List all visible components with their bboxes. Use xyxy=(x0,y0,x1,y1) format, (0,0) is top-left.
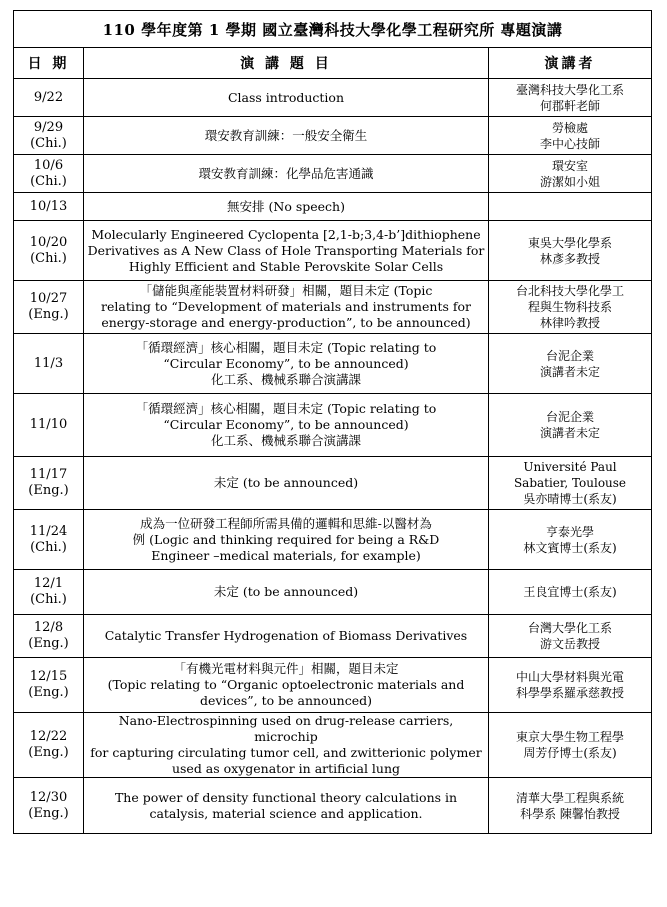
speaker-line: 程與生物科技系 xyxy=(527,300,612,314)
speaker-line: 台泥企業 xyxy=(545,410,594,424)
speaker-line: 中山大學材料與光電 xyxy=(515,670,624,684)
topic-line: Engineer –medical materials, for example) xyxy=(151,547,421,563)
speaker-cell xyxy=(489,615,652,658)
date-line: 11/10 xyxy=(29,417,68,432)
table-row xyxy=(14,334,652,394)
topic-cell xyxy=(84,778,489,834)
date-line: (Chi.) xyxy=(30,250,67,266)
speaker-line: 臺灣科技大學化工系 xyxy=(515,82,624,97)
topic-cell xyxy=(84,117,489,155)
speaker-line: 林彥多教授 xyxy=(539,251,600,266)
topic-line: energy-storage and energy-production”, to be announced) xyxy=(101,315,471,330)
topic-line: (Topic relating to “Organic optoelectronic materials and xyxy=(107,677,465,692)
date-line: (Eng.) xyxy=(28,745,69,760)
topic-line: 例 (Logic and thinking required for being a R&D xyxy=(132,531,440,547)
speaker-cell xyxy=(489,570,652,615)
header-topic: 演 講 題 目 xyxy=(84,48,489,79)
speaker-cell xyxy=(489,713,652,778)
date-line: 9/22 xyxy=(33,89,64,105)
speaker-line: 台泥企業 xyxy=(545,348,594,363)
speaker-line: 東京大學生物工程學 xyxy=(515,730,624,744)
speaker-cell xyxy=(489,281,652,334)
topic-line: 「有機光電材料與元件」相關，題目未定 xyxy=(173,661,399,676)
topic-cell xyxy=(84,334,489,394)
date-line: 12/8 xyxy=(33,620,64,635)
speaker-line: Université Paul xyxy=(523,460,617,474)
table-row xyxy=(14,155,652,193)
date-cell xyxy=(14,510,84,570)
date-line: (Chi.) xyxy=(30,592,67,607)
table-row xyxy=(14,570,652,615)
speaker-line: Sabatier, Toulouse xyxy=(513,476,627,490)
topic-line: 無安排 (No speech) xyxy=(227,198,345,214)
speaker-line: 游文岳教授 xyxy=(539,637,600,651)
speaker-line: 台北科技大學化學工 xyxy=(515,284,624,298)
topic-line: “Circular Economy”, to be announced) xyxy=(163,417,409,432)
schedule-title: 110 學年度第 1 學期 國立臺灣科技大學化學工程研究所 專題演講 xyxy=(14,11,652,48)
speaker-line: 科學系 陳馨怡教授 xyxy=(520,806,620,821)
table-row xyxy=(14,117,652,155)
topic-cell xyxy=(84,713,489,778)
speaker-cell xyxy=(489,79,652,117)
topic-line: 環安教育訓練：一般安全衛生 xyxy=(204,127,368,143)
date-line: 10/27 xyxy=(29,291,68,306)
date-cell xyxy=(14,155,84,193)
schedule-rows xyxy=(14,79,652,834)
header-date: 日 期 xyxy=(14,48,84,79)
table-row xyxy=(14,281,652,334)
date-line: (Eng.) xyxy=(28,636,69,651)
speaker-cell xyxy=(489,117,652,155)
table-row xyxy=(14,221,652,281)
speaker-line: 王良宜博士(系友) xyxy=(523,585,617,599)
topic-line: 化工系、機械系聯合演講課 xyxy=(210,371,361,387)
speaker-cell xyxy=(489,510,652,570)
speaker-line: 吳亦晴博士(系友) xyxy=(523,492,617,506)
topic-cell xyxy=(84,79,489,117)
topic-line: relating to “Development of materials and instruments for xyxy=(101,299,471,314)
speaker-cell xyxy=(489,394,652,457)
table-row xyxy=(14,778,652,834)
date-cell xyxy=(14,79,84,117)
speaker-line: 清華大學工程與系統 xyxy=(515,790,624,805)
table-row xyxy=(14,79,652,117)
speaker-line: 東吳大學化學系 xyxy=(527,235,612,250)
date-cell xyxy=(14,658,84,713)
topic-line: 成為一位研發工程師所需具備的邏輯和思維-以醫材為 xyxy=(140,515,432,531)
topic-cell xyxy=(84,615,489,658)
speaker-line: 演講者未定 xyxy=(539,364,600,379)
topic-line: 「循環經濟」核心相關，題目未定 (Topic relating to xyxy=(135,401,437,416)
topic-cell xyxy=(84,394,489,457)
topic-line: “Circular Economy”, to be announced) xyxy=(163,355,409,371)
speaker-cell xyxy=(489,193,652,221)
date-line: (Chi.) xyxy=(30,539,67,555)
speaker-cell xyxy=(489,658,652,713)
topic-line: catalysis, material science and application. xyxy=(149,805,423,821)
date-cell xyxy=(14,570,84,615)
topic-cell xyxy=(84,221,489,281)
date-line: (Eng.) xyxy=(28,307,69,322)
speaker-cell xyxy=(489,457,652,510)
topic-line: for capturing circulating tumor cell, and zwitterionic polymer xyxy=(90,745,482,760)
topic-cell xyxy=(84,155,489,193)
table-row xyxy=(14,510,652,570)
speaker-line: 演講者未定 xyxy=(539,426,600,440)
date-line: (Eng.) xyxy=(28,483,69,498)
speaker-cell xyxy=(489,778,652,834)
topic-line: used as oxygenator in artificial lung xyxy=(171,761,401,776)
date-line: 10/13 xyxy=(29,198,68,214)
date-line: 11/17 xyxy=(29,467,68,482)
date-line: 9/29 xyxy=(33,119,64,135)
date-line: 12/22 xyxy=(29,729,68,744)
topic-line: 環安教育訓練：化學品危害通識 xyxy=(198,165,374,181)
date-cell xyxy=(14,193,84,221)
topic-line: Derivatives as A New Class of Hole Transporting Materials for xyxy=(87,242,485,258)
speaker-line: 游潔如小姐 xyxy=(539,174,600,189)
topic-line: 「儲能與產能裝置材料研發」相關，題目未定 (Topic xyxy=(139,283,433,298)
speaker-line: 科學學系羅承慈教授 xyxy=(515,686,624,700)
topic-line: devices”, to be announced) xyxy=(200,693,372,708)
topic-line: 未定 (to be announced) xyxy=(213,584,359,599)
topic-line: 化工系、機械系聯合演講課 xyxy=(210,433,361,448)
date-cell xyxy=(14,713,84,778)
date-cell xyxy=(14,615,84,658)
speaker-cell xyxy=(489,334,652,394)
topic-line: Class introduction xyxy=(227,89,345,105)
topic-cell xyxy=(84,193,489,221)
date-cell xyxy=(14,281,84,334)
table-row xyxy=(14,193,652,221)
date-line: (Chi.) xyxy=(30,135,67,151)
topic-cell xyxy=(84,510,489,570)
date-line: 12/15 xyxy=(29,669,68,684)
header-speaker: 演講者 xyxy=(489,48,652,79)
date-line: (Eng.) xyxy=(28,805,69,821)
speaker-line: 台灣大學化工系 xyxy=(527,621,612,635)
table-row xyxy=(14,713,652,778)
speaker-line: 亨泰光學 xyxy=(545,524,594,539)
topic-cell xyxy=(84,570,489,615)
topic-line: 未定 (to be announced) xyxy=(213,475,359,490)
topic-line: Nano-Electrospinning used on drug-release carriers, microchip xyxy=(118,713,454,744)
topic-cell xyxy=(84,658,489,713)
date-cell xyxy=(14,778,84,834)
header-row xyxy=(14,48,652,79)
topic-cell xyxy=(84,281,489,334)
topic-cell xyxy=(84,457,489,510)
date-line: (Eng.) xyxy=(28,685,69,700)
speaker-line: 勞檢處 xyxy=(551,120,588,135)
date-cell xyxy=(14,117,84,155)
date-cell xyxy=(14,334,84,394)
date-line: 10/20 xyxy=(29,234,68,250)
seminar-schedule-table xyxy=(13,10,652,834)
table-row xyxy=(14,394,652,457)
title-row xyxy=(14,11,652,48)
speaker-line: 李中心技師 xyxy=(539,136,600,151)
date-line: 11/24 xyxy=(29,523,68,539)
topic-line: Molecularly Engineered Cyclopenta [2,1-b;3,4-b’]dithiophene xyxy=(91,226,481,242)
date-line: 12/30 xyxy=(29,789,68,805)
table-row xyxy=(14,457,652,510)
speaker-line: 林律吟教授 xyxy=(539,316,600,330)
speaker-line: 林文賓博士(系友) xyxy=(523,540,617,555)
speaker-line: 周芳伃博士(系友) xyxy=(523,746,617,760)
topic-line: Catalytic Transfer Hydrogenation of Biomass Derivatives xyxy=(104,628,468,643)
speaker-cell xyxy=(489,221,652,281)
topic-line: 「循環經濟」核心相關，題目未定 (Topic relating to xyxy=(135,339,437,355)
topic-line: The power of density functional theory calculations in xyxy=(114,789,458,805)
date-cell xyxy=(14,221,84,281)
speaker-line: 環安室 xyxy=(551,158,588,173)
speaker-line: 何郡軒老師 xyxy=(539,98,600,113)
date-cell xyxy=(14,457,84,510)
topic-line: Highly Efficient and Stable Perovskite Solar Cells xyxy=(128,258,444,274)
date-line: 11/3 xyxy=(33,355,64,371)
date-line: (Chi.) xyxy=(30,173,67,189)
table-row xyxy=(14,658,652,713)
date-cell xyxy=(14,394,84,457)
date-line: 10/6 xyxy=(33,157,64,173)
date-line: 12/1 xyxy=(33,576,64,591)
table-row xyxy=(14,615,652,658)
speaker-cell xyxy=(489,155,652,193)
